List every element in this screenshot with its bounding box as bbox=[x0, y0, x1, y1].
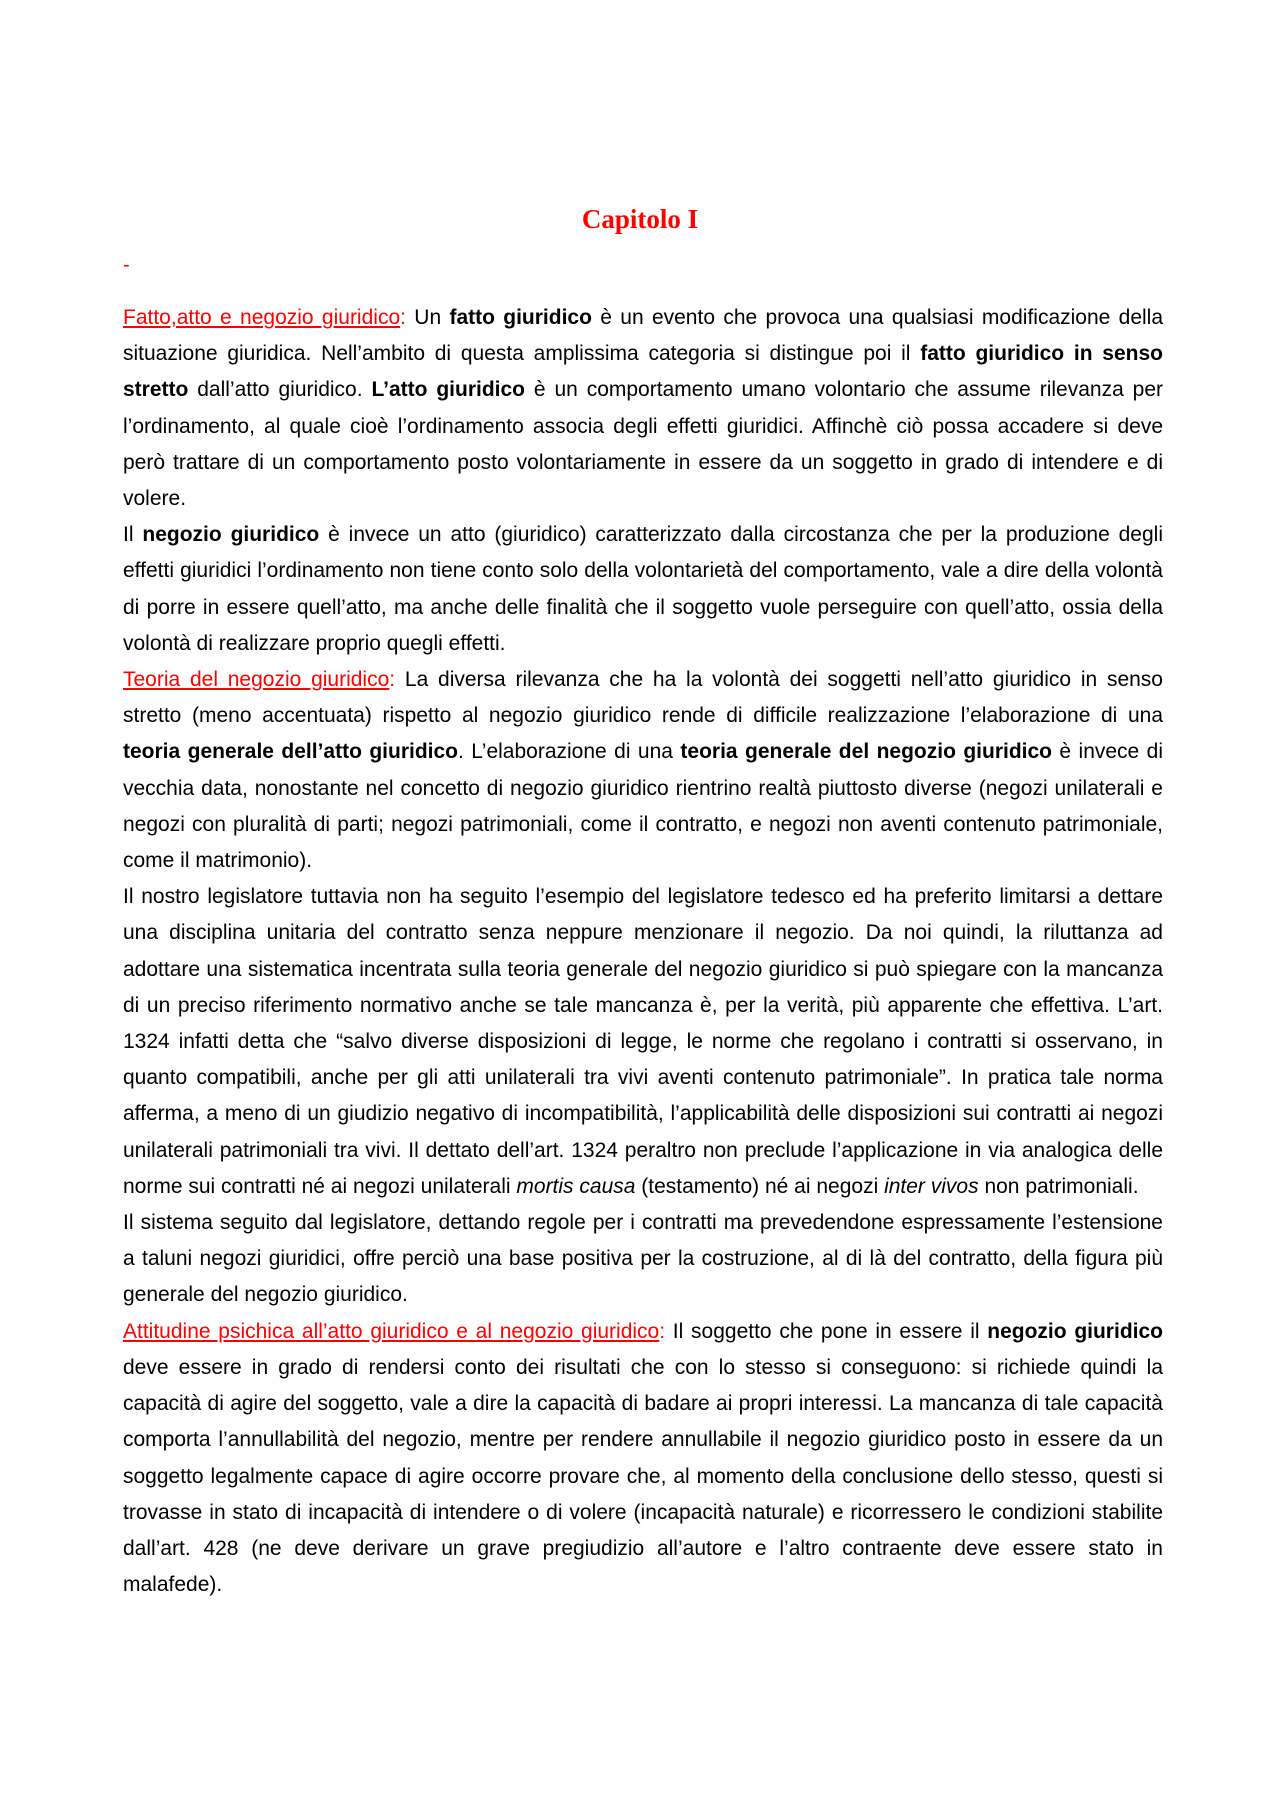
heading-colon: : bbox=[400, 306, 406, 329]
body-text-run: è invece un atto (giuridico) caratterizzato dalla circostanza che per la produzione degli effetti giuridici l’ordinamento non tiene conto solo della volontarietà del comportamento, vale a dire della volontà di porre in essere quell’atto, ma anche delle finalità che il soggetto vuole perseguire con quell’atto, ossia della volontà di realizzare proprio quegli effetti. bbox=[123, 523, 1163, 655]
bold-term: negozio giuridico bbox=[142, 523, 320, 547]
heading-colon: : bbox=[389, 668, 396, 692]
paragraph bbox=[123, 517, 1163, 662]
bold-term: teoria generale del negozio giuridico bbox=[680, 740, 1052, 764]
section-heading: Attitudine psichica all’atto giuridico e al negozio giuridico bbox=[123, 1319, 660, 1343]
bold-term: teoria generale dell’atto giuridico bbox=[123, 740, 459, 764]
bold-term: L’atto giuridico bbox=[371, 378, 525, 402]
body-text-run: La diversa rilevanza che ha la volontà dei soggetti nell’atto giuridico in senso stretto (meno accentuata) rispetto al negozio giuridico rende di difficile realizzazione l’elaborazione di una bbox=[123, 668, 1163, 728]
body-text-run: è un comportamento umano volontario che assume rilevanza per l’ordinamento, al quale cioè l’ordinamento associa degli effetti giuridici. Affinchè ciò possa accadere si deve però trattare di un comportamento posto volontariamente in essere da un soggetto in grado di intendere e di volere. bbox=[123, 378, 1163, 511]
paragraph bbox=[123, 1314, 1163, 1604]
paragraph bbox=[123, 662, 1163, 879]
italic-term: mortis causa bbox=[516, 1174, 636, 1198]
body-text-run: Il sistema seguito dal legislatore, dettando regole per i contratti ma prevedendone espressamente l’estensione a taluni negozi giuridici, offre perciò una base positiva per la costruzione, al di là del contratto, della figura più generale del negozio giuridico. bbox=[123, 1211, 1163, 1307]
body-text-run: è invece di vecchia data, nonostante nel concetto di negozio giuridico rientrino realtà piuttosto diverse (negozi unilaterali e negozi con pluralità di parti; negozi patrimoniali, come il contratto, e negozi non aventi contenuto patrimoniale, come il matrimonio). bbox=[123, 740, 1164, 873]
paragraph bbox=[123, 879, 1163, 1205]
paragraph bbox=[123, 300, 1163, 517]
bold-term: negozio giuridico bbox=[987, 1319, 1163, 1343]
section-heading: Teoria del negozio giuridico bbox=[123, 668, 390, 692]
body-text-run: (testamento) né ai negozi bbox=[635, 1174, 885, 1198]
body-text-run: dall’atto giuridico. bbox=[188, 378, 372, 402]
document-body bbox=[123, 300, 1163, 1603]
body-text-run: non patrimoniali. bbox=[978, 1174, 1139, 1198]
chapter-title: Capitolo I bbox=[581, 204, 699, 234]
body-text-run: . L’elaborazione di una bbox=[458, 740, 681, 764]
body-text-run: Un bbox=[405, 306, 450, 329]
body-text-run: è un evento che provoca una qualsiasi modificazione della situazione giuridica. Nell’ambito di questa amplissima categoria si distingue poi il bbox=[123, 306, 1164, 366]
section-heading: Fatto,atto e negozio giuridico bbox=[123, 306, 401, 329]
body-text-run: Il soggetto che pone in essere il bbox=[665, 1319, 988, 1343]
bold-term: fatto giuridico bbox=[449, 306, 592, 329]
body-text-run: Il bbox=[123, 523, 143, 547]
dash-marker: - bbox=[123, 254, 130, 276]
body-text-run: deve essere in grado di rendersi conto dei risultati che con lo stesso si conseguono: si richiede quindi la capacità di agire del soggetto, vale a dire la capacità di badare ai propri interessi. La mancanza di tale capacità comporta l’annullabilità del negozio, mentre per rendere annullabile il negozio giuridico posto in essere da un soggetto legalmente capace di agire occorre provare che, al momento della conclusione dello stesso, questi si trovasse in stato di incapacità di intendere o di volere (incapacità naturale) e ricorressero le condizioni stabilite dall’art. 428 (ne deve derivare un grave pregiudizio all’autore e l’altro contraente deve essere stato in malafede). bbox=[123, 1355, 1163, 1597]
bold-term: fatto giuridico in senso stretto bbox=[123, 342, 1164, 402]
heading-colon: : bbox=[659, 1319, 666, 1343]
italic-term: inter vivos bbox=[884, 1174, 979, 1198]
paragraph bbox=[123, 1205, 1163, 1314]
body-text-run: Il nostro legislatore tuttavia non ha seguito l’esempio del legislatore tedesco ed ha preferito limitarsi a dettare una disciplina unitaria del contratto senza neppure menzionare il negozio. Da noi quindi, la riluttanza ad adottare una sistematica incentrata sulla teoria generale del negozio giuridico si può spiegare con la mancanza di un preciso riferimento normativo anche se tale mancanza è, per la verità, più apparente che effettiva. L’art. 1324 infatti detta che “salvo diverse disposizioni di legge, le norme che regolano i contratti si osservano, in quanto compatibili, anche per gli atti unilaterali tra vivi aventi contenuto patrimoniale”. In pratica tale norma afferma, a meno di un giudizio negativo di incompatibilità, l’applicabilità delle disposizioni sui contratti ai negozi unilaterali patrimoniali tra vivi. Il dettato dell’art. 1324 peraltro non preclude l’applicazione in via analogica delle norme sui contratti né ai negozi unilaterali bbox=[123, 885, 1163, 1198]
